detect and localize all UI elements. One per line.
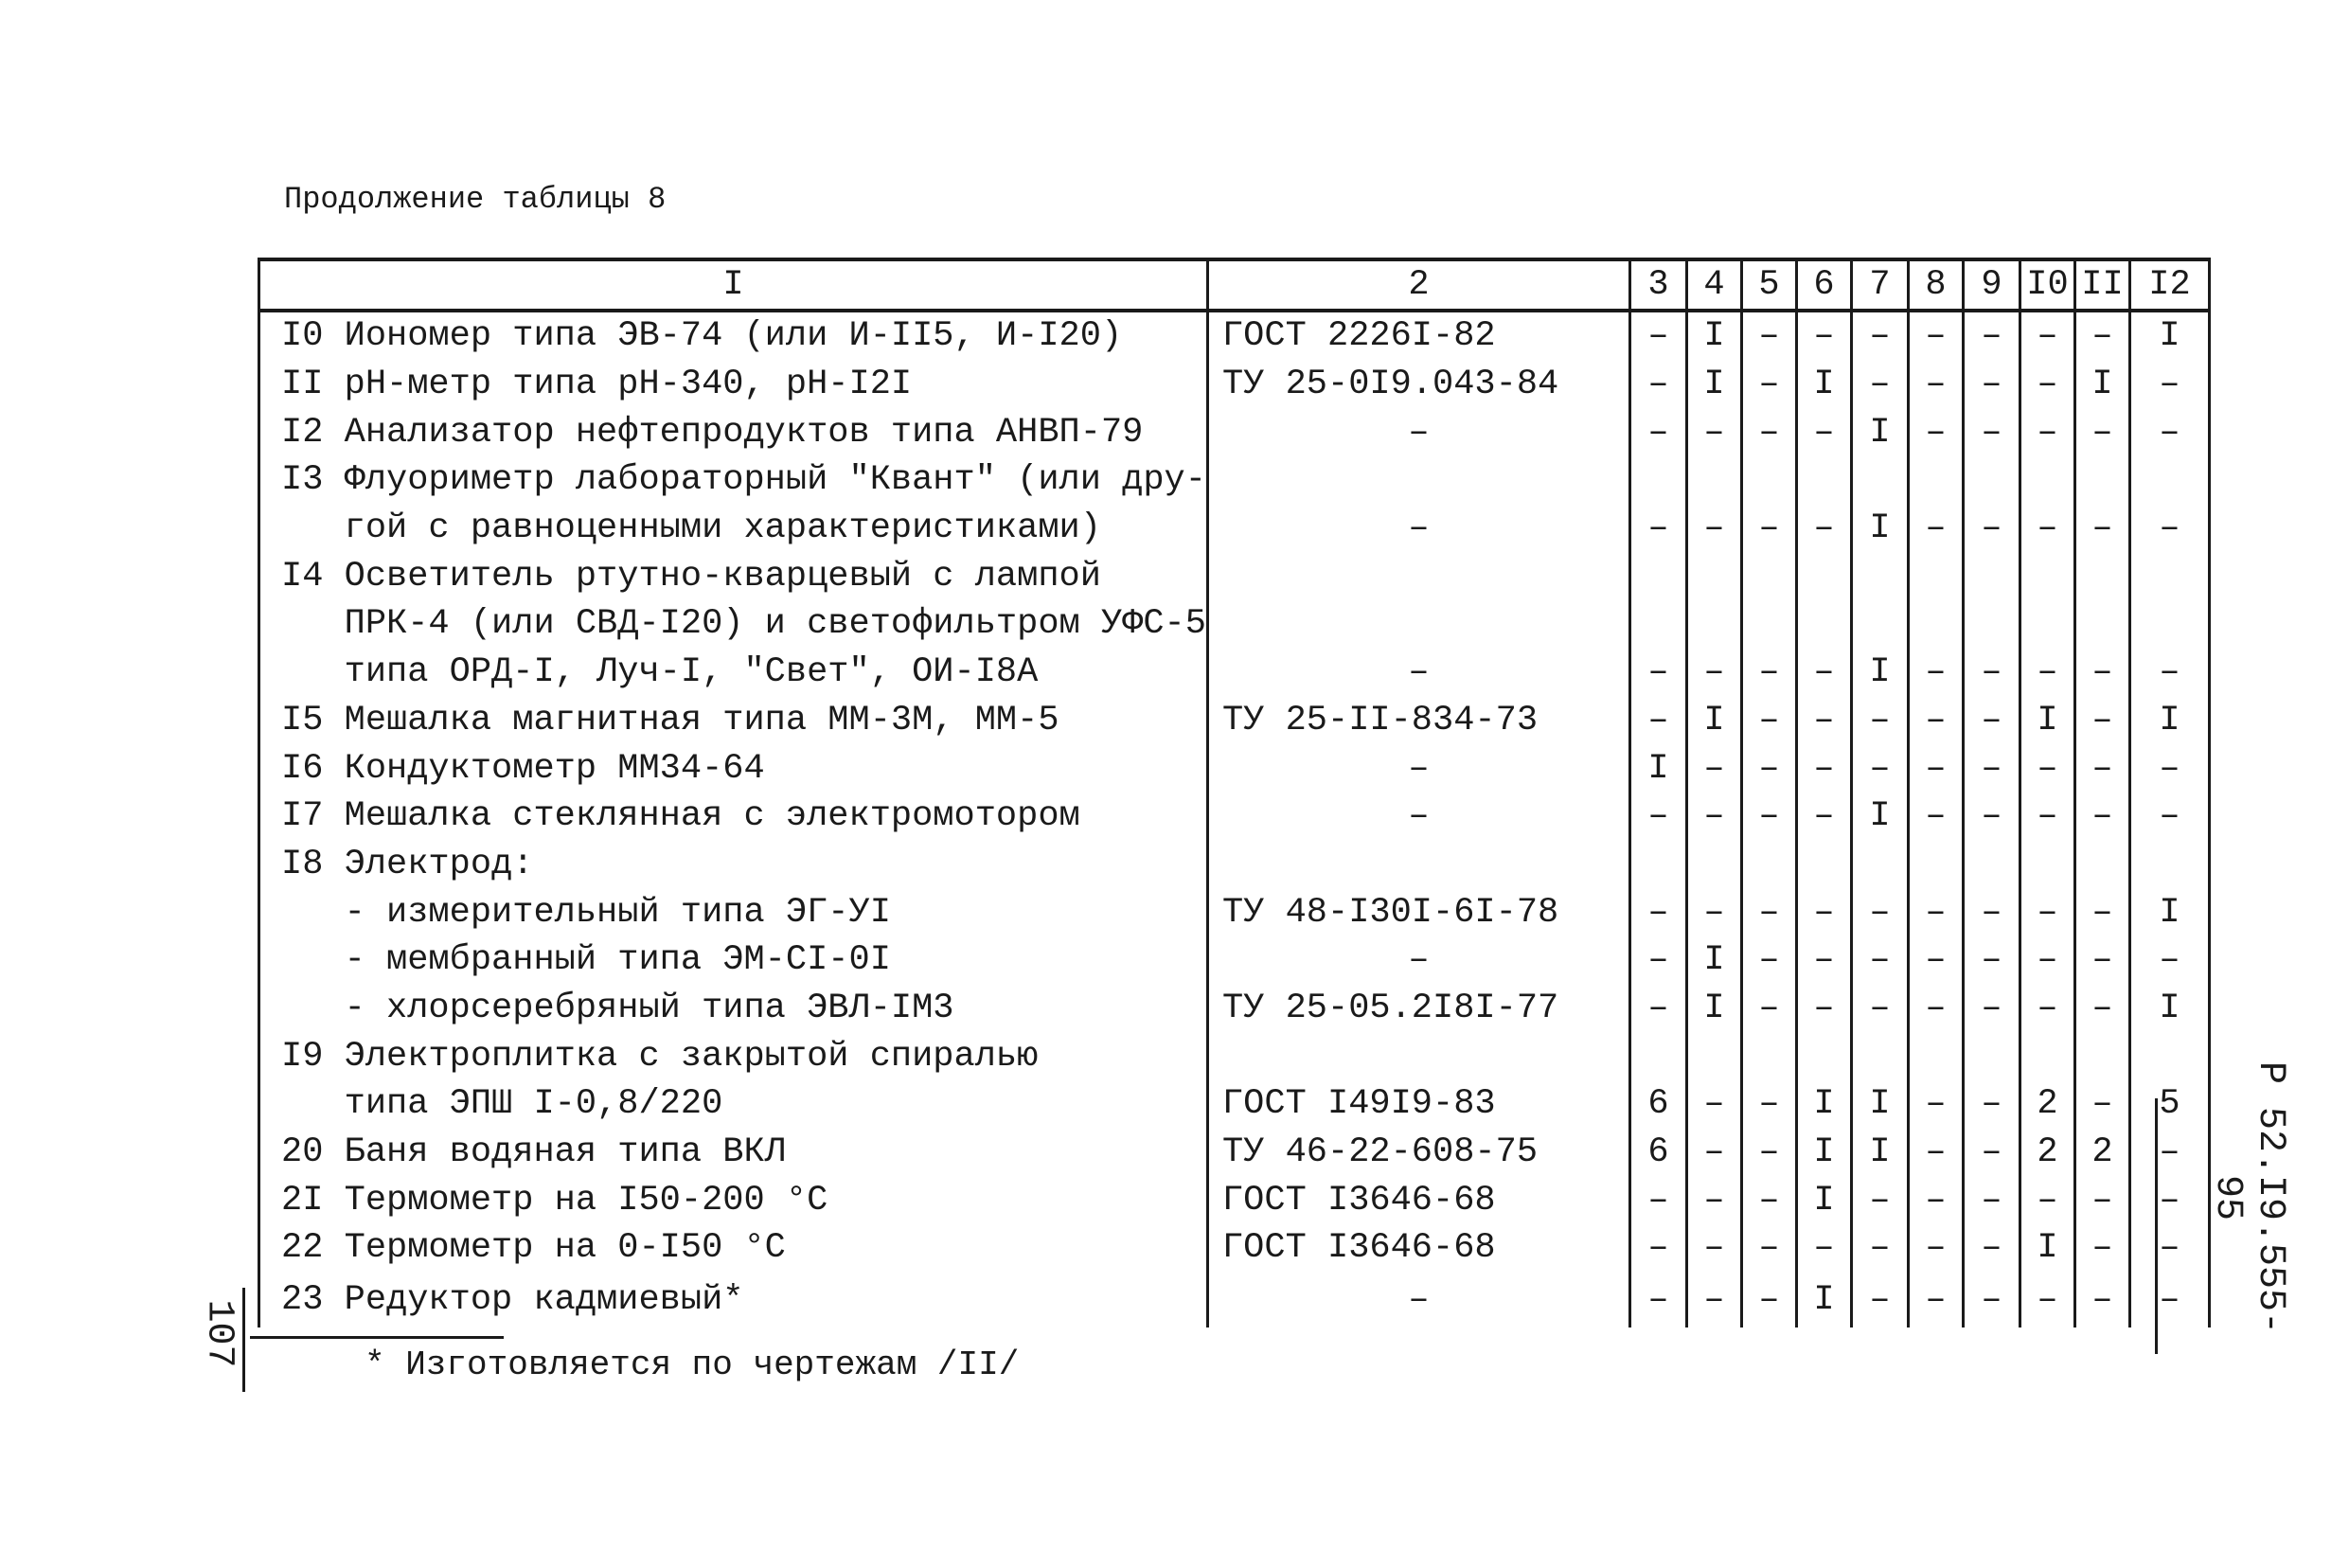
margin-line-left: [242, 1288, 245, 1392]
value-cell: –: [2020, 744, 2074, 793]
value-cell: –: [1963, 1129, 2020, 1177]
value-cell: [1741, 1032, 1796, 1080]
value-cell: I: [1796, 1273, 1851, 1327]
value-cell: –: [1908, 793, 1963, 841]
value-cell: [1629, 456, 1686, 505]
value-cell: [1629, 1032, 1686, 1080]
value-cell: –: [1963, 936, 2020, 985]
value-cell: [1686, 1032, 1741, 1080]
value-cell: [1963, 552, 2020, 600]
value-cell: –: [2074, 936, 2129, 985]
header-cell: I0: [2020, 259, 2074, 311]
value-cell: –: [2074, 1176, 2129, 1224]
value-cell: –: [1796, 1224, 1851, 1273]
standard-cell: [1207, 600, 1629, 649]
value-cell: [1686, 841, 1741, 889]
header-cell: 2: [1207, 259, 1629, 311]
value-cell: [2129, 1032, 2209, 1080]
value-cell: –: [1851, 1176, 1908, 1224]
value-cell: –: [1908, 985, 1963, 1033]
value-cell: –: [2129, 408, 2209, 456]
table-row: [259, 888, 2210, 936]
standard-cell: [1207, 456, 1629, 505]
table-row: [259, 1129, 2210, 1177]
value-cell: –: [1908, 408, 1963, 456]
value-cell: –: [2074, 1273, 2129, 1327]
standard-cell: ГОСТ 2226I-82: [1207, 311, 1629, 361]
value-cell: –: [1908, 1224, 1963, 1273]
value-cell: –: [1908, 361, 1963, 409]
item-name-cell: II рН-метр типа рН-340, рН-I2I: [259, 361, 1208, 409]
value-cell: –: [1629, 361, 1686, 409]
value-cell: [1741, 552, 1796, 600]
value-cell: –: [1908, 1273, 1963, 1327]
value-cell: 2: [2074, 1129, 2129, 1177]
value-cell: –: [2074, 649, 2129, 697]
value-cell: –: [1741, 1176, 1796, 1224]
value-cell: –: [1851, 985, 1908, 1033]
value-cell: –: [2129, 744, 2209, 793]
value-cell: –: [2020, 936, 2074, 985]
value-cell: –: [1796, 697, 1851, 745]
item-name-cell: 20 Баня водяная типа ВКЛ: [259, 1129, 1208, 1177]
value-cell: –: [2129, 1273, 2209, 1327]
value-cell: [1851, 456, 1908, 505]
value-cell: [1963, 600, 2020, 649]
table-row: [259, 408, 2210, 456]
value-cell: –: [1908, 311, 1963, 361]
table-row: [259, 697, 2210, 745]
value-cell: –: [1741, 888, 1796, 936]
value-cell: I: [1686, 361, 1741, 409]
value-cell: [1741, 456, 1796, 505]
value-cell: –: [1741, 1273, 1796, 1327]
value-cell: –: [1963, 649, 2020, 697]
margin-line-right: [2155, 1098, 2158, 1354]
value-cell: I: [1796, 1176, 1851, 1224]
value-cell: I: [2129, 311, 2209, 361]
value-cell: –: [1629, 888, 1686, 936]
value-cell: –: [1851, 311, 1908, 361]
table-row: [259, 456, 2210, 505]
value-cell: –: [1908, 744, 1963, 793]
value-cell: –: [2074, 408, 2129, 456]
item-name-cell: I7 Мешалка стеклянная с электромотором: [259, 793, 1208, 841]
table-row: [259, 1080, 2210, 1129]
value-cell: –: [1629, 936, 1686, 985]
value-cell: –: [2129, 1176, 2209, 1224]
value-cell: [1908, 552, 1963, 600]
value-cell: –: [1963, 985, 2020, 1033]
value-cell: 6: [1629, 1080, 1686, 1129]
value-cell: –: [1686, 1176, 1741, 1224]
value-cell: [2074, 841, 2129, 889]
item-name-cell: 23 Редуктор кадмиевый*: [259, 1273, 1208, 1327]
value-cell: I: [1686, 936, 1741, 985]
value-cell: –: [2129, 649, 2209, 697]
value-cell: [1629, 552, 1686, 600]
value-cell: –: [1908, 888, 1963, 936]
value-cell: –: [1908, 1176, 1963, 1224]
value-cell: I: [1851, 408, 1908, 456]
value-cell: –: [2074, 505, 2129, 553]
value-cell: [1908, 1032, 1963, 1080]
standard-cell: –: [1207, 408, 1629, 456]
standard-cell: –: [1207, 1273, 1629, 1327]
value-cell: [1686, 552, 1741, 600]
value-cell: –: [1741, 311, 1796, 361]
value-cell: –: [1796, 888, 1851, 936]
value-cell: [2074, 552, 2129, 600]
value-cell: –: [2020, 649, 2074, 697]
value-cell: –: [1851, 1273, 1908, 1327]
value-cell: –: [2129, 1224, 2209, 1273]
value-cell: [2020, 600, 2074, 649]
standard-cell: –: [1207, 649, 1629, 697]
value-cell: I: [1686, 985, 1741, 1033]
table-row: [259, 985, 2210, 1033]
value-cell: I: [1796, 361, 1851, 409]
value-cell: [1741, 841, 1796, 889]
value-cell: –: [1796, 744, 1851, 793]
value-cell: [1796, 600, 1851, 649]
value-cell: I: [2074, 361, 2129, 409]
value-cell: [1851, 552, 1908, 600]
value-cell: –: [1963, 1224, 2020, 1273]
value-cell: –: [1908, 505, 1963, 553]
value-cell: 6: [1629, 1129, 1686, 1177]
value-cell: –: [1629, 1273, 1686, 1327]
table-row: [259, 311, 2210, 361]
value-cell: –: [1963, 888, 2020, 936]
value-cell: –: [1629, 985, 1686, 1033]
value-cell: –: [1908, 1129, 1963, 1177]
value-cell: –: [1963, 408, 2020, 456]
value-cell: [1851, 841, 1908, 889]
value-cell: –: [1741, 1129, 1796, 1177]
value-cell: 2: [2020, 1080, 2074, 1129]
standard-cell: [1207, 841, 1629, 889]
value-cell: –: [1629, 408, 1686, 456]
value-cell: I: [1796, 1129, 1851, 1177]
value-cell: [2129, 841, 2209, 889]
value-cell: –: [1741, 649, 1796, 697]
value-cell: –: [1963, 744, 2020, 793]
header-cell: II: [2074, 259, 2129, 311]
table-row: [259, 1224, 2210, 1273]
item-name-cell: гой с равноценными характеристиками): [259, 505, 1208, 553]
standard-cell: [1207, 552, 1629, 600]
value-cell: 2: [2020, 1129, 2074, 1177]
value-cell: –: [1741, 697, 1796, 745]
value-cell: 5: [2129, 1080, 2209, 1129]
item-name-cell: типа ОРД-I, Луч-I, "Свет", ОИ-I8А: [259, 649, 1208, 697]
value-cell: [2020, 456, 2074, 505]
table-row: [259, 552, 2210, 600]
value-cell: [1629, 600, 1686, 649]
item-name-cell: ПРК-4 (или СВД-I20) и светофильтром УФС-5: [259, 600, 1208, 649]
standard-cell: ТУ 25-05.2I8I-77: [1207, 985, 1629, 1033]
value-cell: [1629, 841, 1686, 889]
item-name-cell: I6 Кондуктометр ММ34-64: [259, 744, 1208, 793]
value-cell: –: [1796, 505, 1851, 553]
value-cell: –: [1629, 1224, 1686, 1273]
value-cell: I: [2020, 697, 2074, 745]
value-cell: [1741, 600, 1796, 649]
value-cell: –: [2074, 1080, 2129, 1129]
value-cell: –: [1963, 1176, 2020, 1224]
value-cell: [1796, 456, 1851, 505]
header-cell: 9: [1963, 259, 2020, 311]
value-cell: –: [1686, 1129, 1741, 1177]
value-cell: –: [1629, 505, 1686, 553]
value-cell: [1963, 1032, 2020, 1080]
standard-cell: ТУ 25-II-834-73: [1207, 697, 1629, 745]
value-cell: [1963, 456, 2020, 505]
item-name-cell: I0 Иономер типа ЭВ-74 (или И-II5, И-I20): [259, 311, 1208, 361]
value-cell: –: [1629, 311, 1686, 361]
header-cell: I2: [2129, 259, 2209, 311]
value-cell: –: [1686, 744, 1741, 793]
header-cell: 3: [1629, 259, 1686, 311]
value-cell: –: [1963, 793, 2020, 841]
value-cell: –: [1686, 793, 1741, 841]
value-cell: I: [2129, 985, 2209, 1033]
value-cell: –: [2020, 1273, 2074, 1327]
value-cell: I: [1851, 793, 1908, 841]
value-cell: I: [1629, 744, 1686, 793]
item-name-cell: I2 Анализатор нефтепродуктов типа АНВП-79: [259, 408, 1208, 456]
header-cell: 5: [1741, 259, 1796, 311]
document-code: Р 52.I9.555-95: [2206, 1060, 2291, 1335]
value-cell: [2129, 552, 2209, 600]
standard-cell: –: [1207, 505, 1629, 553]
value-cell: –: [2020, 793, 2074, 841]
value-cell: [2074, 1032, 2129, 1080]
value-cell: [2020, 552, 2074, 600]
page-number: 107: [197, 1299, 240, 1368]
item-name-cell: 22 Термометр на 0-I50 °С: [259, 1224, 1208, 1273]
value-cell: –: [1741, 744, 1796, 793]
value-cell: –: [1629, 1176, 1686, 1224]
value-cell: –: [1963, 505, 2020, 553]
value-cell: –: [2129, 361, 2209, 409]
value-cell: –: [2074, 1224, 2129, 1273]
standard-cell: –: [1207, 793, 1629, 841]
table-row: [259, 649, 2210, 697]
value-cell: [1908, 600, 1963, 649]
value-cell: –: [2074, 744, 2129, 793]
value-cell: –: [1686, 1080, 1741, 1129]
value-cell: –: [1686, 649, 1741, 697]
value-cell: [1796, 841, 1851, 889]
value-cell: –: [1629, 649, 1686, 697]
value-cell: I: [2020, 1224, 2074, 1273]
item-name-cell: I9 Электроплитка с закрытой спиралью: [259, 1032, 1208, 1080]
standard-cell: ТУ 48-I30I-6I-78: [1207, 888, 1629, 936]
value-cell: –: [1963, 1273, 2020, 1327]
table-row: [259, 841, 2210, 889]
item-name-cell: - мембранный типа ЭМ-CI-0I: [259, 936, 1208, 985]
value-cell: –: [1796, 311, 1851, 361]
value-cell: [1686, 456, 1741, 505]
value-cell: –: [2020, 888, 2074, 936]
value-cell: –: [1796, 408, 1851, 456]
standard-cell: ТУ 25-0I9.043-84: [1207, 361, 1629, 409]
standard-cell: [1207, 1032, 1629, 1080]
item-name-cell: 2I Термометр на I50-200 °С: [259, 1176, 1208, 1224]
value-cell: –: [1908, 649, 1963, 697]
item-name-cell: I3 Флуориметр лабораторный "Квант" (или дру-: [259, 456, 1208, 505]
value-cell: –: [2129, 505, 2209, 553]
header-cell: 7: [1851, 259, 1908, 311]
standard-cell: ТУ 46-22-608-75: [1207, 1129, 1629, 1177]
table-row: [259, 1032, 2210, 1080]
value-cell: –: [1686, 1273, 1741, 1327]
value-cell: –: [1908, 936, 1963, 985]
value-cell: –: [2020, 985, 2074, 1033]
item-name-cell: I5 Мешалка магнитная типа ММ-3М, ММ-5: [259, 697, 1208, 745]
table-row: [259, 936, 2210, 985]
header-cell: 6: [1796, 259, 1851, 311]
value-cell: –: [1963, 1080, 2020, 1129]
value-cell: –: [1629, 697, 1686, 745]
value-cell: –: [1741, 408, 1796, 456]
value-cell: –: [1963, 311, 2020, 361]
standard-cell: ГОСТ I3646-68: [1207, 1224, 1629, 1273]
value-cell: –: [1851, 744, 1908, 793]
equipment-table: [258, 258, 2211, 1327]
value-cell: I: [2129, 888, 2209, 936]
header-cell: I: [259, 259, 1208, 311]
value-cell: –: [1741, 936, 1796, 985]
value-cell: –: [1741, 1224, 1796, 1273]
value-cell: [2074, 600, 2129, 649]
value-cell: I: [2129, 697, 2209, 745]
value-cell: [1686, 600, 1741, 649]
table-row: [259, 361, 2210, 409]
table-row: [259, 793, 2210, 841]
value-cell: –: [1686, 408, 1741, 456]
standard-cell: –: [1207, 744, 1629, 793]
header-row: [259, 259, 2210, 311]
value-cell: –: [1796, 936, 1851, 985]
value-cell: –: [1851, 936, 1908, 985]
item-name-cell: типа ЭПШ I-0,8/220: [259, 1080, 1208, 1129]
value-cell: [2020, 1032, 2074, 1080]
table-row: [259, 600, 2210, 649]
value-cell: –: [1963, 361, 2020, 409]
value-cell: –: [1796, 985, 1851, 1033]
value-cell: –: [1796, 793, 1851, 841]
value-cell: [2129, 456, 2209, 505]
table-caption: Продолжение таблицы 8: [284, 182, 667, 217]
value-cell: –: [2074, 311, 2129, 361]
value-cell: [1851, 1032, 1908, 1080]
header-cell: 8: [1908, 259, 1963, 311]
value-cell: –: [2129, 936, 2209, 985]
value-cell: [1908, 456, 1963, 505]
standard-cell: ГОСТ I49I9-83: [1207, 1080, 1629, 1129]
value-cell: I: [1686, 311, 1741, 361]
table-row: [259, 744, 2210, 793]
value-cell: –: [1741, 985, 1796, 1033]
value-cell: –: [2074, 888, 2129, 936]
value-cell: –: [2074, 985, 2129, 1033]
value-cell: –: [1741, 1080, 1796, 1129]
value-cell: –: [1851, 888, 1908, 936]
value-cell: –: [1686, 888, 1741, 936]
value-cell: [1963, 841, 2020, 889]
value-cell: I: [1686, 697, 1741, 745]
value-cell: –: [2020, 408, 2074, 456]
value-cell: –: [1851, 361, 1908, 409]
value-cell: [2020, 841, 2074, 889]
value-cell: –: [1908, 697, 1963, 745]
value-cell: [1851, 600, 1908, 649]
value-cell: I: [1851, 1129, 1908, 1177]
value-cell: –: [1686, 505, 1741, 553]
item-name-cell: I4 Осветитель ртутно-кварцевый с лампой: [259, 552, 1208, 600]
item-name-cell: I8 Электрод:: [259, 841, 1208, 889]
value-cell: –: [2074, 697, 2129, 745]
value-cell: I: [1851, 1080, 1908, 1129]
standard-cell: –: [1207, 936, 1629, 985]
value-cell: –: [2129, 793, 2209, 841]
value-cell: –: [1741, 505, 1796, 553]
value-cell: [2074, 456, 2129, 505]
value-cell: –: [2020, 1176, 2074, 1224]
value-cell: [2129, 600, 2209, 649]
value-cell: –: [1741, 793, 1796, 841]
value-cell: –: [1686, 1224, 1741, 1273]
value-cell: –: [1963, 697, 2020, 745]
value-cell: –: [2074, 793, 2129, 841]
value-cell: –: [2020, 505, 2074, 553]
value-cell: –: [1851, 697, 1908, 745]
value-cell: –: [1908, 1080, 1963, 1129]
value-cell: –: [1629, 793, 1686, 841]
standard-cell: ГОСТ I3646-68: [1207, 1176, 1629, 1224]
value-cell: I: [1796, 1080, 1851, 1129]
footnote: * Изготовляется по чертежам /II/: [365, 1345, 1020, 1384]
value-cell: [1796, 1032, 1851, 1080]
value-cell: –: [2020, 311, 2074, 361]
value-cell: –: [2020, 361, 2074, 409]
value-cell: I: [1851, 649, 1908, 697]
value-cell: –: [1741, 361, 1796, 409]
item-name-cell: - хлорсеребряный типа ЭВЛ-IМ3: [259, 985, 1208, 1033]
value-cell: –: [1851, 1224, 1908, 1273]
table-row: [259, 505, 2210, 553]
value-cell: –: [1796, 649, 1851, 697]
value-cell: I: [1851, 505, 1908, 553]
header-cell: 4: [1686, 259, 1741, 311]
table-row: [259, 1273, 2210, 1327]
footnote-rule: [250, 1336, 504, 1339]
value-cell: [1796, 552, 1851, 600]
table-row: [259, 1176, 2210, 1224]
value-cell: –: [2129, 1129, 2209, 1177]
item-name-cell: - измерительный типа ЭГ-УI: [259, 888, 1208, 936]
value-cell: [1908, 841, 1963, 889]
